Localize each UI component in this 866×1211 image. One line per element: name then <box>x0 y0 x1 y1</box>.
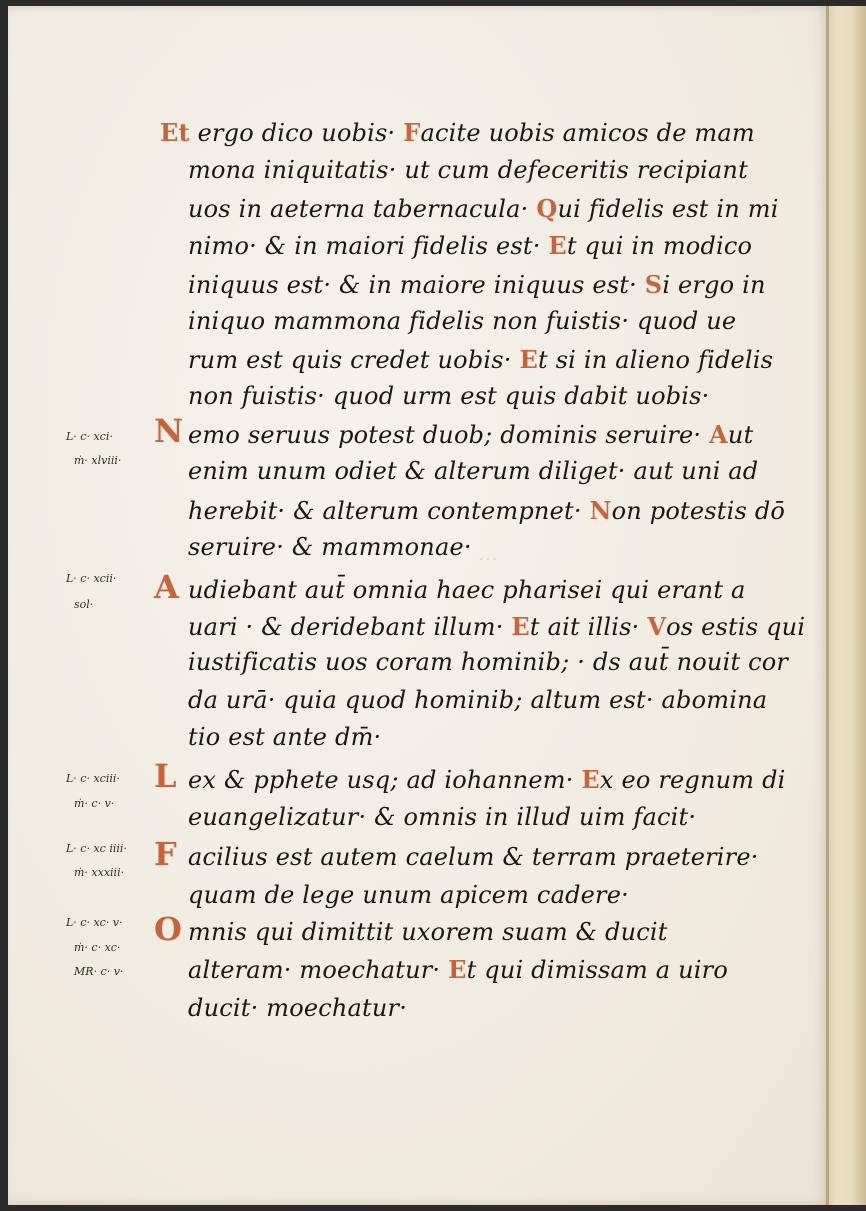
margin-reference: L· c· xciii· <box>66 772 120 785</box>
text-line <box>188 803 696 839</box>
text-segment: emo seruus potest duob; dominis seruire· <box>188 421 710 449</box>
rubric-letter: N <box>589 496 612 525</box>
text-segment: rum est quis credet uobis· <box>188 346 520 374</box>
text-line <box>188 307 736 343</box>
margin-reference: ṁ· xxxiii· <box>74 866 125 879</box>
text-segment: acilius est autem caelum & terram praeterire· <box>188 843 759 871</box>
margin-reference: L· c· xcii· <box>66 572 117 585</box>
text-segment: nimo· & in maiori fidelis est· <box>188 232 549 260</box>
text-segment: iniquo mammona fidelis non fuistis· quod ue <box>188 307 737 335</box>
text-segment: on potestis dō <box>611 497 786 525</box>
text-line <box>154 835 759 879</box>
text-line <box>188 533 472 569</box>
text-segment: seruire· & mammonae· <box>188 533 472 561</box>
text-segment: enim unum odiet & alterum diliget· aut uni ad <box>188 457 759 485</box>
text-segment: tio est ante dm̄· <box>188 723 382 751</box>
margin-reference: L· c· xc iiii· <box>66 842 127 855</box>
text-line <box>188 156 748 192</box>
margin-reference: ṁ· c· v· <box>74 797 115 810</box>
text-segment: ducit· moechatur· <box>188 994 408 1022</box>
text-line <box>188 612 805 648</box>
text-line <box>188 270 766 306</box>
text-segment: udiebant aut̄ omnia haec pharisei qui erant a <box>188 576 746 604</box>
margin-reference: L· c· xc· v· <box>66 916 123 929</box>
text-line <box>154 412 754 456</box>
text-segment: ergo dico uobis· <box>189 119 404 147</box>
rubric-letter: E <box>448 955 467 984</box>
rubric-letter: E <box>519 345 538 374</box>
margin-reference: ṁ· c· xc· <box>74 941 121 954</box>
text-segment: os estis qui <box>666 613 806 641</box>
adjacent-page-edge <box>826 6 866 1205</box>
rubric-letter: E <box>511 612 530 641</box>
text-line <box>188 648 788 684</box>
text-line <box>188 723 381 759</box>
text-line <box>188 955 728 991</box>
text-segment: uos in aeterna tabernacula· <box>188 195 537 223</box>
text-segment: herebit· & alterum contempnet· <box>188 497 590 525</box>
text-segment: i ergo in <box>662 271 766 299</box>
rubric-initial: A <box>154 568 180 606</box>
rubric-initial: N <box>154 412 184 450</box>
text-line <box>188 231 752 267</box>
rubric-letter: A <box>709 420 728 449</box>
text-segment: quam de lege unum apicem cadere· <box>188 881 629 909</box>
text-segment: iustificatis uos coram hominib; · ds aut̄ nouit cor <box>188 648 789 676</box>
text-line <box>188 382 710 418</box>
rubric-letter: S <box>644 270 663 299</box>
text-line <box>154 910 668 954</box>
text-segment: t qui dimissam a uiro <box>466 956 728 984</box>
text-segment: uari · & deridebant illum· <box>188 613 512 641</box>
text-segment: non fuistis· quod urm est quis dabit uobis· <box>188 382 710 410</box>
rubric-initial: L <box>154 757 177 795</box>
text-segment: x eo regnum di <box>599 766 786 794</box>
text-line <box>188 457 758 493</box>
text-segment: da urā· quia quod hominib; altum est· abomina <box>188 686 768 714</box>
rubric-letter: F <box>403 118 421 147</box>
rubric-initial: O <box>154 910 183 948</box>
text-line <box>188 496 785 532</box>
text-segment: ex & pphete usq; ad iohannem· <box>188 766 582 794</box>
margin-reference: MR· c· v· <box>74 965 124 978</box>
text-segment: mona iniquitatis· ut cum defeceritis recipiant <box>188 156 748 184</box>
text-segment: acite uobis amicos de mam <box>420 119 755 147</box>
text-segment: t ait illis· <box>529 613 648 641</box>
margin-reference: sol· <box>74 598 94 611</box>
text-segment: alteram· moechatur· <box>188 956 449 984</box>
text-line <box>188 994 407 1030</box>
rubric-letter: Et <box>160 118 190 147</box>
text-line <box>160 118 755 154</box>
rubric-letter: E <box>548 231 567 260</box>
margin-reference: ṁ· xlviii· <box>74 454 122 467</box>
rubric-letter: V <box>647 612 667 641</box>
show-through-text: … <box>478 541 498 565</box>
text-segment: mnis qui dimittit uxorem suam & ducit <box>188 918 668 946</box>
text-line <box>188 881 629 917</box>
text-segment: euangelizatur· & omnis in illud uim facit· <box>188 803 697 831</box>
text-line <box>188 686 767 722</box>
text-segment: t qui in modico <box>566 232 753 260</box>
text-segment: t si in alieno fidelis <box>537 346 774 374</box>
text-segment: ut <box>727 421 754 449</box>
text-segment: iniquus est· & in maiore iniquus est· <box>188 271 645 299</box>
text-line <box>188 345 773 381</box>
text-line <box>154 757 786 801</box>
text-segment: ui fidelis est in mi <box>557 195 779 223</box>
rubric-letter: E <box>581 765 600 794</box>
rubric-letter: Q <box>536 194 558 223</box>
text-line <box>188 194 779 230</box>
margin-reference: L· c· xci· <box>66 430 113 443</box>
text-line <box>154 568 746 612</box>
rubric-initial: F <box>154 835 177 873</box>
